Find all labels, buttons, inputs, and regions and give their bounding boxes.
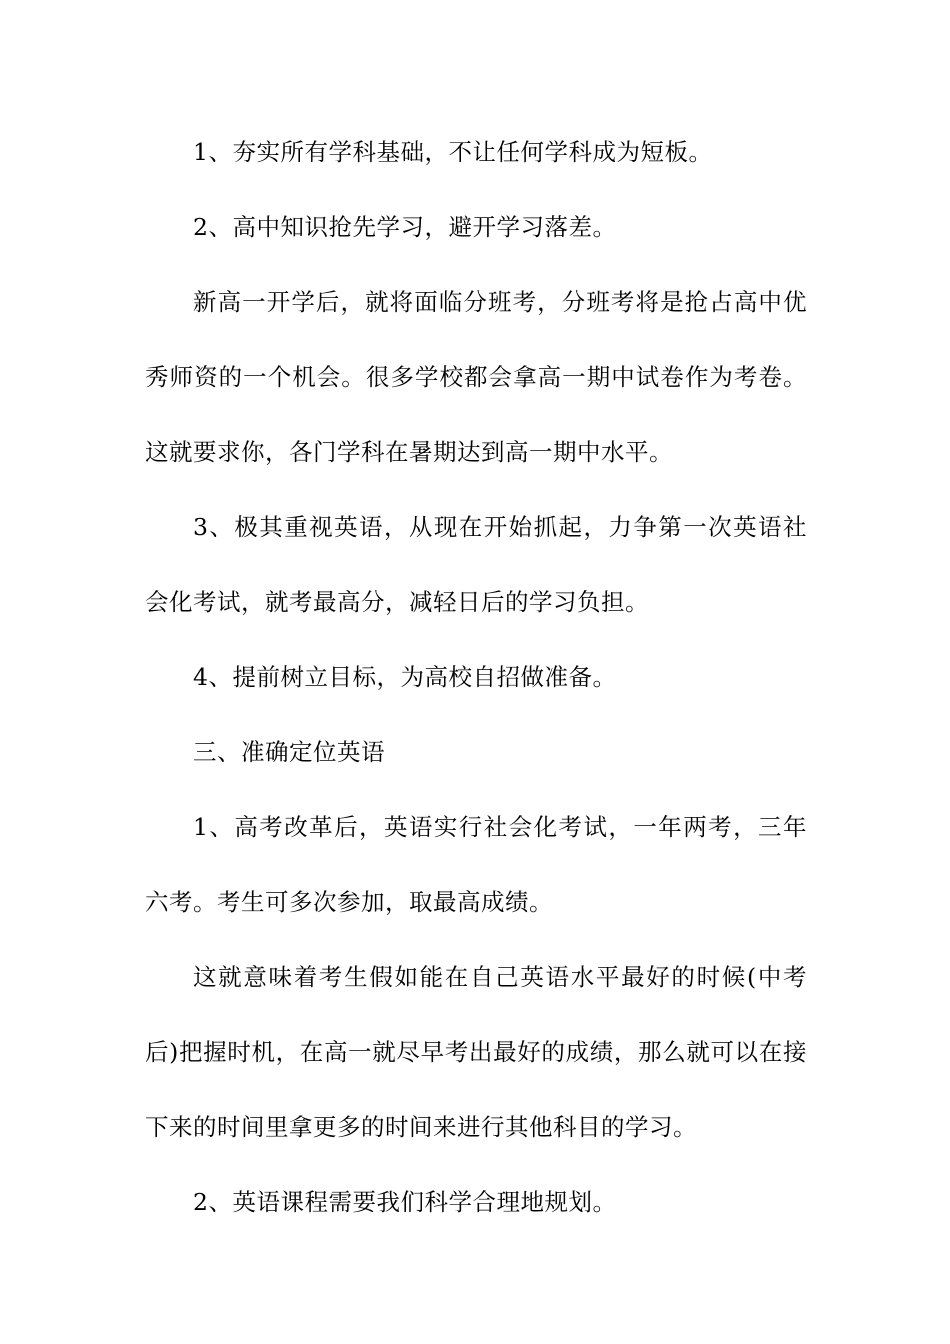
paragraph-1: 1、夯实所有学科基础，不让任何学科成为短板。 <box>193 138 713 166</box>
paragraph-2: 2、高中知识抢先学习，避开学习落差。 <box>193 213 617 241</box>
section-heading: 三、准确定位英语 <box>193 738 385 766</box>
paragraph-5: 4、提前树立目标，为高校自招做准备。 <box>193 663 617 691</box>
paragraph-8: 这就意味着考生假如能在自己英语水平最好的时候(中考后)把握时机，在高一就尽早考出最好的成绩，那么就可以在接下来的时间里拿更多的时间来进行其他科目的学习。 <box>145 963 807 1141</box>
paragraph-3: 新高一开学后，就将面临分班考，分班考将是抢占高中优秀师资的一个机会。很多学校都会拿高一期中试卷作为考卷。这就要求你，各门学科在暑期达到高一期中水平。 <box>145 288 807 466</box>
document-page <box>145 0 807 1344</box>
paragraph-7: 1、高考改革后，英语实行社会化考试，一年两考，三年六考。考生可多次参加，取最高成绩。 <box>145 813 807 916</box>
paragraph-4: 3、极其重视英语，从现在开始抓起，力争第一次英语社会化考试，就考最高分，减轻日后的学习负担。 <box>145 513 807 616</box>
paragraph-9: 2、英语课程需要我们科学合理地规划。 <box>193 1188 617 1216</box>
